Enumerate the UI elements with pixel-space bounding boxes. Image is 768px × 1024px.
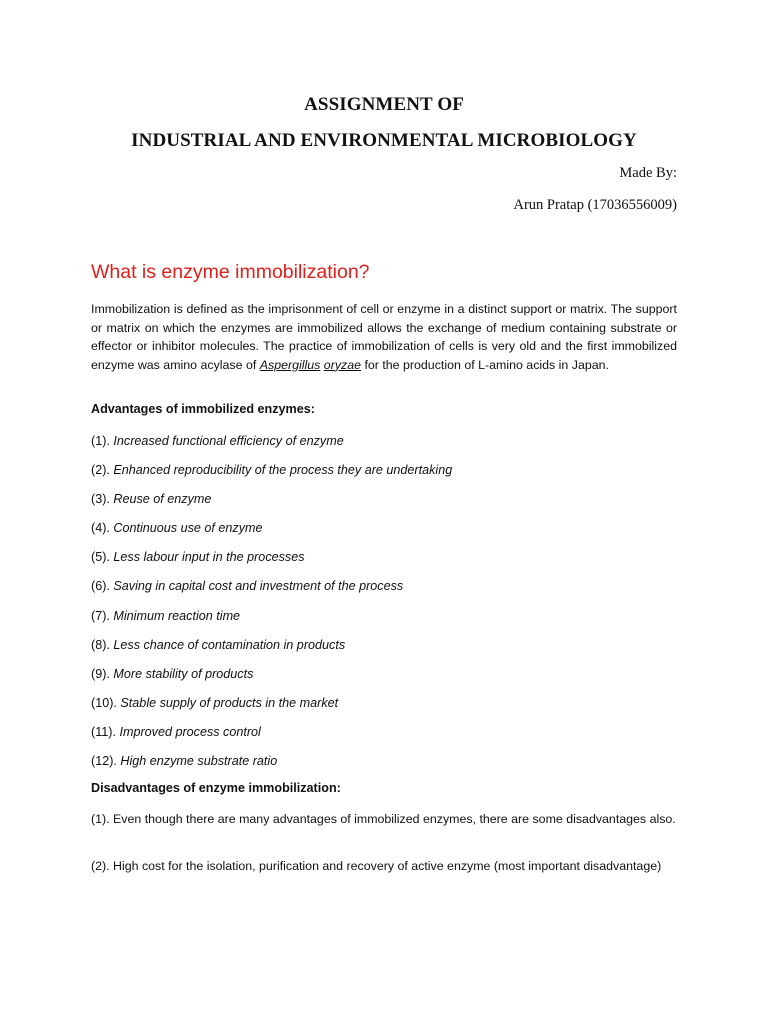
disadvantage-item-1: (1). Even though there are many advantages of immobilized enzymes, there are some disadvantages also. (91, 812, 676, 826)
title-line-1: ASSIGNMENT OF (304, 94, 464, 115)
title-line-2: INDUSTRIAL AND ENVIRONMENTAL MICROBIOLOGY (131, 130, 637, 151)
disadvantages-heading: Disadvantages of enzyme immobilization: (91, 781, 341, 795)
list-item: (9). More stability of products (91, 666, 254, 681)
intro-text-2: for the production of L-amino acids in Japan. (361, 357, 609, 372)
intro-paragraph (91, 300, 677, 374)
list-item: (5). Less labour input in the processes (91, 550, 305, 565)
list-item: (4). Continuous use of enzyme (91, 521, 263, 536)
made-by-label: Made By: (619, 165, 677, 181)
list-item: (12). High enzyme substrate ratio (91, 754, 278, 769)
list-item: (11). Improved process control (91, 724, 261, 739)
list-item: (1). Increased functional efficiency of enzyme (91, 434, 344, 448)
list-item: (7). Minimum reaction time (91, 608, 241, 623)
advantages-list (91, 432, 452, 781)
list-item: (3). Reuse of enzyme (91, 492, 212, 507)
list-item: (10). Stable supply of products in the market (91, 695, 339, 710)
section-heading: What is enzyme immobilization? (91, 261, 370, 283)
list-item: (8). Less chance of contamination in products (91, 637, 346, 652)
species-name: oryzae (323, 357, 361, 372)
list-item: (2). Enhanced reproducibility of the process they are undertaking (91, 463, 453, 478)
list-item: (6). Saving in capital cost and investment of the process (91, 579, 404, 594)
genus-name: Aspergillus (259, 357, 321, 372)
advantages-heading: Advantages of immobilized enzymes: (91, 402, 315, 416)
intro-text-1: Immobilization is defined as the imprisonment of cell or enzyme in a distinct support or matrix. The support or matrix on which the enzymes are immobilized allows the exchange of medium containing substrate or effector or inhibitor molecules. The practice of immobilization of cells is very old and the first immobilized enzyme was amino acylase of (91, 302, 677, 372)
author-line: Arun Pratap (17036556009) (513, 197, 677, 213)
disadvantage-item-2: (2). High cost for the isolation, purification and recovery of active enzyme (most important disadvantage) (91, 859, 662, 873)
